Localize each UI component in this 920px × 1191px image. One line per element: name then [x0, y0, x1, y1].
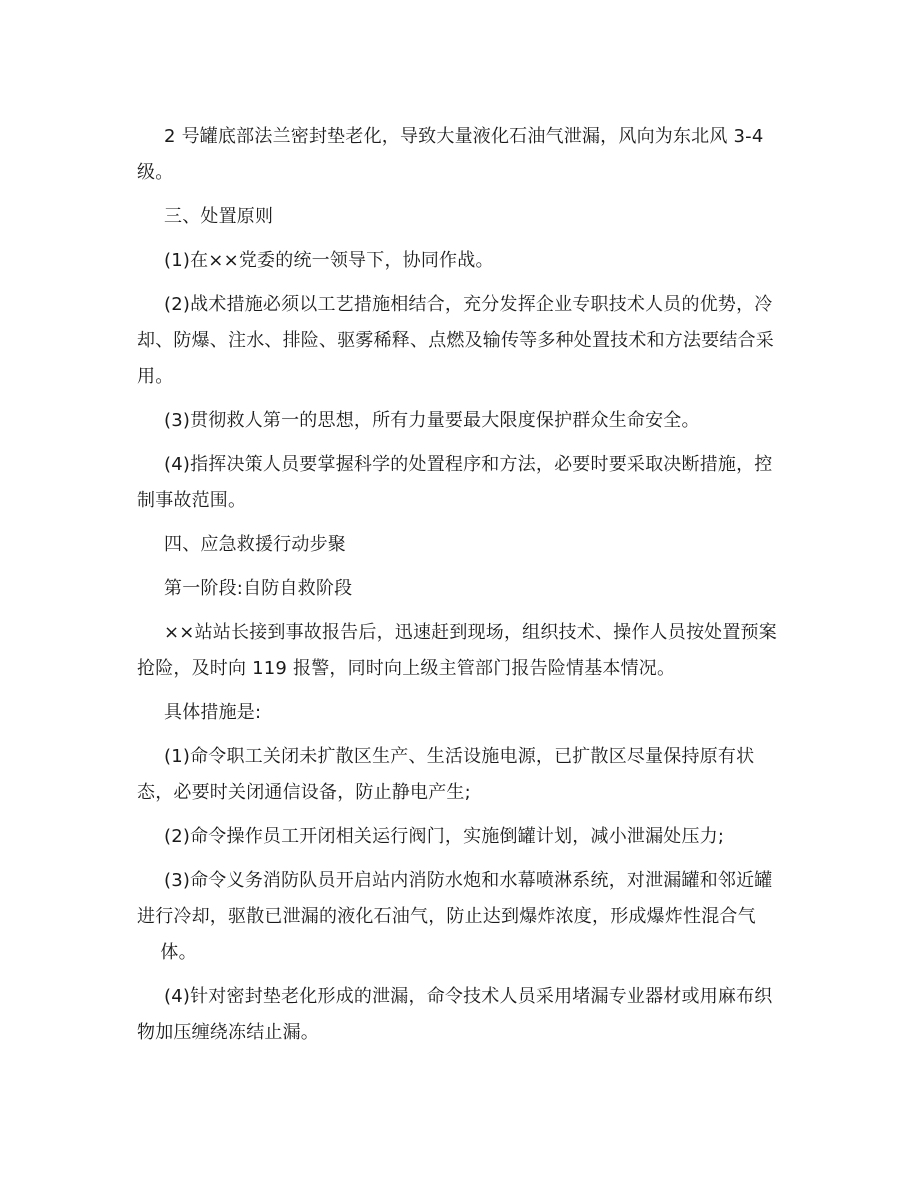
paragraph-incident-description: [137, 119, 777, 191]
paragraph-measure-1: [137, 739, 777, 811]
text-line: 2 号罐底部法兰密封垫老化，导致大量液化石油气泄漏，风向为东北风 3-4: [164, 126, 764, 147]
text-line: (1)在××党委的统一领导下，协同作战。: [164, 250, 494, 271]
text-line: 用。: [137, 366, 174, 387]
text-line: (2)战术措施必须以工艺措施相结合，充分发挥企业专职技术人员的优势，冷: [164, 294, 773, 315]
paragraph-principle-2: [137, 287, 777, 395]
text-line: (3)命令义务消防队员开启站内消防水炮和水幕喷淋系统，对泄漏罐和邻近罐: [164, 870, 773, 891]
text-line: 级。: [137, 162, 174, 183]
paragraph-measures-label: [137, 695, 777, 731]
text-line: 具体措施是:: [164, 702, 262, 723]
text-line: (4)指挥决策人员要掌握科学的处置程序和方法，必要时要采取决断措施，控: [164, 454, 773, 475]
paragraph-principle-3: [137, 403, 777, 439]
paragraph-measure-3: [137, 863, 777, 971]
heading-text: 三、处置原则: [164, 206, 274, 227]
section-heading-rescue-steps: [137, 527, 777, 563]
paragraph-principle-4: [137, 447, 777, 519]
subheading-stage-one: [137, 571, 777, 607]
paragraph-principle-1: [137, 243, 777, 279]
text-line: (1)命令职工关闭未扩散区生产、生活设施电源，已扩散区尽量保持原有状: [164, 746, 755, 767]
text-line: (4)针对密封垫老化形成的泄漏，命令技术人员采用堵漏专业器材或用麻布织: [164, 986, 773, 1007]
text-line: (3)贯彻救人第一的思想，所有力量要最大限度保护群众生命安全。: [164, 410, 700, 431]
paragraph-measure-2: [137, 819, 777, 855]
document-body: [137, 119, 777, 1059]
heading-text: 第一阶段:自防自救阶段: [164, 578, 353, 599]
text-line: 却、防爆、注水、排险、驱雾稀释、点燃及输传等多种处置技术和方法要结合采: [137, 330, 774, 351]
text-line: (2)命令操作员工开闭相关运行阀门，实施倒罐计划，减小泄漏处压力;: [164, 826, 725, 847]
text-line: 体。: [160, 942, 197, 963]
text-line: ××站站长接到事故报告后，迅速赶到现场，组织技术、操作人员按处置预案: [164, 622, 777, 643]
text-line: 态，必要时关闭通信设备，防止静电产生;: [137, 782, 471, 803]
section-heading-principles: [137, 199, 777, 235]
text-line: 进行冷却，驱散已泄漏的液化石油气，防止达到爆炸浓度，形成爆炸性混合气: [137, 906, 756, 927]
text-line: 制事故范围。: [137, 490, 247, 511]
paragraph-measure-4: [137, 979, 777, 1051]
heading-text: 四、应急救援行动步聚: [164, 534, 346, 555]
text-line: 物加压缠绕冻结止漏。: [137, 1022, 319, 1043]
text-line: 抢险，及时向 119 报警，同时向上级主管部门报告险情基本情况。: [137, 658, 676, 679]
paragraph-stage-one-intro: [137, 615, 777, 687]
